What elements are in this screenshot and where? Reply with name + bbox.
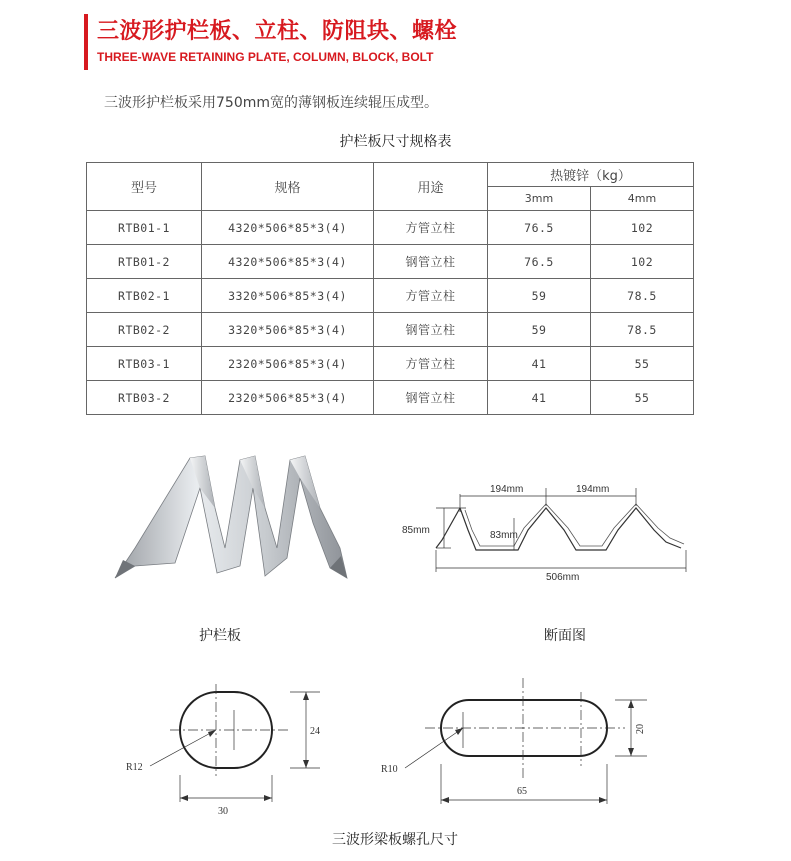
plate-caption: 护栏板	[199, 628, 241, 644]
holes-caption: 三波形梁板螺孔尺寸	[332, 832, 458, 848]
title-accent-bar	[84, 14, 88, 70]
dim-pitch-2: 194mm	[576, 484, 610, 495]
cell-use: 钢管立柱	[374, 313, 488, 347]
hole1-radius: R12	[126, 762, 143, 773]
cell-weight-3mm: 76.5	[488, 245, 591, 279]
cell-use: 钢管立柱	[374, 381, 488, 415]
cell-use: 方管立柱	[374, 211, 488, 245]
header-model: 型号	[87, 163, 202, 211]
cell-use: 钢管立柱	[374, 245, 488, 279]
table-title: 护栏板尺寸规格表	[339, 134, 452, 150]
bolt-hole-24x30-drawing	[120, 680, 340, 820]
cell-model: RTB01-1	[87, 211, 202, 245]
cell-weight-3mm: 41	[488, 381, 591, 415]
cell-model: RTB03-1	[87, 347, 202, 381]
dim-height: 85mm	[402, 525, 430, 536]
cell-weight-3mm: 41	[488, 347, 591, 381]
hole1-width: 30	[218, 806, 228, 817]
hole1-height: 24	[310, 726, 320, 737]
hole2-radius: R10	[381, 764, 398, 775]
hole2-height: 20	[635, 724, 646, 734]
page-subtitle-en: THREE-WAVE RETAINING PLATE, COLUMN, BLOCK, BOLT	[97, 50, 434, 64]
cross-section-diagram	[396, 480, 696, 590]
dim-width: 506mm	[546, 572, 580, 583]
intro-text: 三波形护栏板采用750mm宽的薄钢板连续辊压成型。	[104, 95, 438, 111]
cell-use: 方管立柱	[374, 347, 488, 381]
cell-weight-3mm: 76.5	[488, 211, 591, 245]
header-galvanized: 热镀锌（kg）	[488, 163, 694, 187]
header-3mm: 3mm	[488, 187, 591, 211]
table-row	[87, 347, 694, 381]
cell-weight-4mm: 102	[591, 245, 694, 279]
header-4mm: 4mm	[591, 187, 694, 211]
cell-spec: 2320*506*85*3(4)	[202, 347, 374, 381]
section-caption: 断面图	[544, 628, 586, 644]
spec-table	[86, 162, 694, 415]
cell-spec: 4320*506*85*3(4)	[202, 245, 374, 279]
guardrail-plate-image	[105, 448, 355, 588]
cell-spec: 2320*506*85*3(4)	[202, 381, 374, 415]
header-spec: 规格	[202, 163, 374, 211]
cell-weight-3mm: 59	[488, 279, 591, 313]
table-row	[87, 211, 694, 245]
table-row	[87, 279, 694, 313]
cell-weight-3mm: 59	[488, 313, 591, 347]
cell-model: RTB03-2	[87, 381, 202, 415]
cell-model: RTB02-2	[87, 313, 202, 347]
bolt-hole-20x65-drawing	[375, 672, 665, 822]
cell-spec: 3320*506*85*3(4)	[202, 279, 374, 313]
hole2-width: 65	[517, 786, 527, 797]
table-row	[87, 381, 694, 415]
cell-weight-4mm: 55	[591, 381, 694, 415]
cell-weight-4mm: 78.5	[591, 279, 694, 313]
cell-spec: 4320*506*85*3(4)	[202, 211, 374, 245]
cell-use: 方管立柱	[374, 279, 488, 313]
cell-weight-4mm: 78.5	[591, 313, 694, 347]
dim-pitch-1: 194mm	[490, 484, 524, 495]
table-row	[87, 313, 694, 347]
cell-weight-4mm: 102	[591, 211, 694, 245]
cell-spec: 3320*506*85*3(4)	[202, 313, 374, 347]
cell-model: RTB02-1	[87, 279, 202, 313]
dim-inner: 83mm	[490, 530, 518, 541]
cell-model: RTB01-2	[87, 245, 202, 279]
header-use: 用途	[374, 163, 488, 211]
cell-weight-4mm: 55	[591, 347, 694, 381]
table-row	[87, 245, 694, 279]
page-title: 三波形护栏板、立柱、防阻块、螺栓	[97, 19, 458, 44]
